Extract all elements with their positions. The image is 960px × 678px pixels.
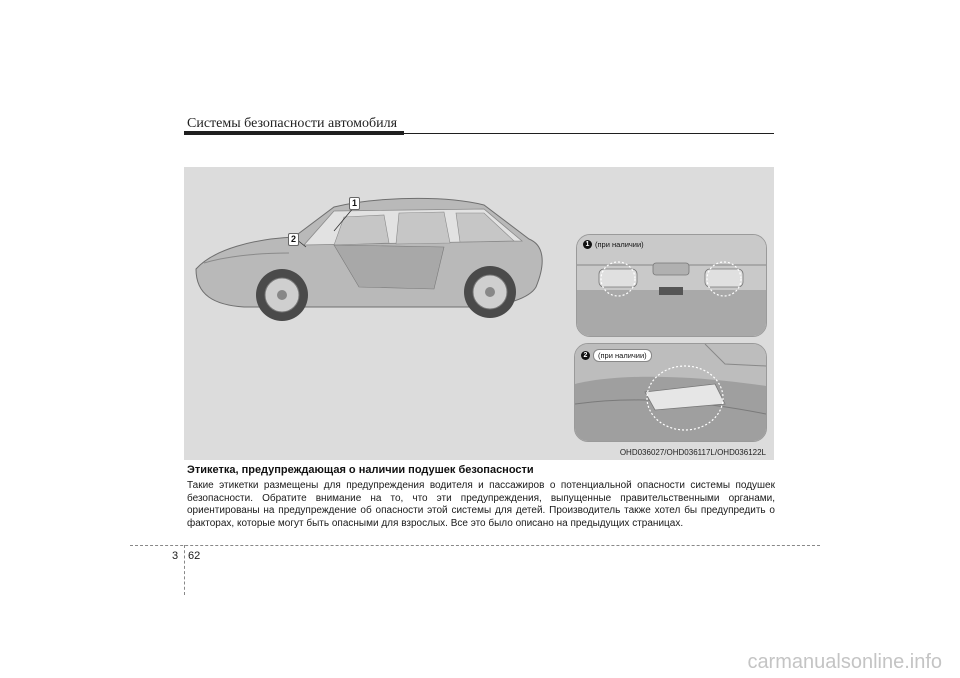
footer-rule: [130, 545, 820, 546]
header-rule-thin: [404, 133, 774, 134]
watermark: carmanualsonline.info: [747, 651, 942, 673]
inset-2-tag: [581, 349, 652, 362]
inset-2-label: (при наличии): [593, 349, 652, 362]
inset-1-tag: [583, 240, 644, 249]
callout-2: 2: [288, 233, 299, 246]
section-title: Системы безопасности автомобиля: [187, 116, 398, 131]
figure-code: OHD036027/OHD036117L/OHD036122L: [619, 448, 766, 457]
callout-1: 1: [349, 197, 360, 210]
inset-sun-visor: [576, 234, 767, 337]
footer-vrule: [184, 545, 185, 595]
inset-dashboard: [574, 343, 767, 442]
inset-1-number: 1: [583, 240, 592, 249]
inset-1-label: (при наличии): [595, 240, 644, 249]
inset-2-number: 2: [581, 351, 590, 360]
page-number: 62: [188, 550, 201, 562]
airbag-label-figure: [184, 167, 774, 460]
header-rule-thick: [184, 131, 404, 135]
caption-body: Такие этикетки размещены для предупреждения водителя и пассажиров о потенциальной опасности системы подушек безопасности. Обратите внимание на то, что эти предупреждения, выпущенные правительственными органами, ориентированы на предупреждение об опасности этой системы для детей. Производитель также хотел бы предупредить о факторах, которые могут быть опасными для взрослых. Все это было описано на предыдущих страницах.: [187, 480, 775, 529]
caption-heading: Этикетка, предупреждающая о наличии подушек безопасности: [187, 464, 534, 476]
sun-visor-illustration: [577, 235, 766, 336]
chapter-number: 3: [172, 550, 179, 562]
